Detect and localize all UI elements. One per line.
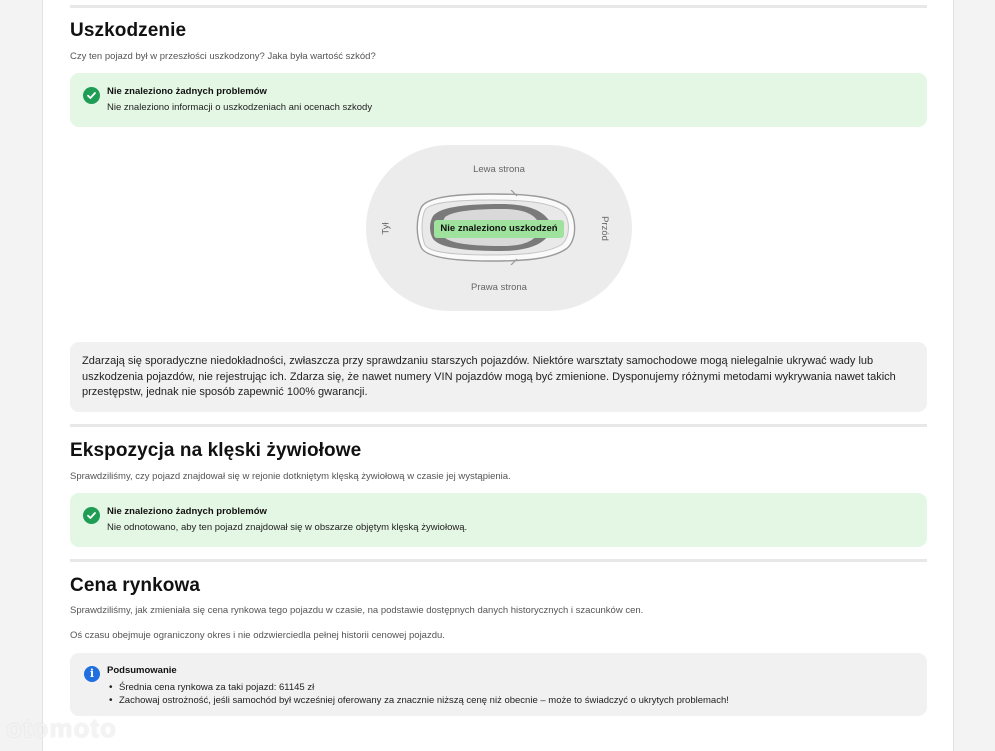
front-label: Przód <box>598 216 610 241</box>
accuracy-note-box <box>70 342 927 412</box>
info-icon: i <box>84 666 100 682</box>
no-damage-tag: Nie znaleziono uszkodzeń <box>434 220 564 238</box>
right-side-label: Prawa strona <box>471 282 527 293</box>
damage-status-text: Nie znaleziono informacji o uszkodzeniach ani ocenach szkody <box>107 102 373 113</box>
summary-title: Podsumowanie <box>107 665 177 676</box>
disaster-section-title: Ekspozycja na klęski żywiołowe <box>70 440 362 461</box>
disaster-status-text: Nie odnotowano, aby ten pojazd znajdował się w obszarze objętym klęską żywiołową. <box>107 522 468 533</box>
disaster-status-title: Nie znaleziono żadnych problemów <box>107 506 267 517</box>
accuracy-note-text: Zdarzają się sporadyczne niedokładności, zwłaszcza przy sprawdzaniu starszych pojazdów. Niektóre warsztaty samochodowe mogą nielegalnie ukrywać wady lub uszkodzenia pojazdów, nie rejestrując ich. Zdarza się, że nawet numery VIN pojazdów mogą być zmienione. Dysponujemy różnymi metodami wykrywania nawet takich przestępstw, jednak nie sposób zapewnić 100% gwarancji. <box>82 355 896 398</box>
otomoto-watermark: otomoto <box>6 713 117 743</box>
market-summary-box <box>70 653 927 716</box>
section-divider <box>70 5 927 8</box>
check-circle-icon <box>83 507 100 524</box>
section-divider <box>70 424 927 427</box>
market-section-title: Cena rynkowa <box>70 575 201 596</box>
damage-status-title: Nie znaleziono żadnych problemów <box>107 86 267 97</box>
damage-section-title: Uszkodzenie <box>70 20 187 41</box>
rear-label: Tył <box>380 222 392 235</box>
disaster-status-box <box>70 493 927 547</box>
section-divider <box>70 559 927 562</box>
summary-item: • Zachowaj ostrożność, jeśli samochód był wcześniej oferowany za znacznie niższą cenę niż obecnie – może to świadczyć o ukrytych problemach! <box>107 694 729 707</box>
disaster-section-subtitle: Sprawdziliśmy, czy pojazd znajdował się w rejonie dotkniętym klęską żywiołową w czasie jej wystąpienia. <box>70 471 511 482</box>
report-page <box>42 0 954 751</box>
summary-item: • Średnia cena rynkowa za taki pojazd: 61145 zł <box>107 681 729 694</box>
check-circle-icon <box>83 87 100 104</box>
damage-section-subtitle: Czy ten pojazd był w przeszłości uszkodzony? Jaka była wartość szkód? <box>70 51 376 62</box>
damage-diagram <box>366 145 632 311</box>
market-timeline-note: Oś czasu obejmuje ograniczony okres i nie odzwierciedla pełnej historii cenowej pojazdu. <box>70 630 445 641</box>
damage-status-box <box>70 73 927 127</box>
left-side-label: Lewa strona <box>473 164 525 175</box>
summary-list <box>107 681 729 707</box>
market-section-subtitle: Sprawdziliśmy, jak zmieniała się cena rynkowa tego pojazdu w czasie, na podstawie dostępnych danych historycznych i szacunków cen. <box>70 605 644 616</box>
